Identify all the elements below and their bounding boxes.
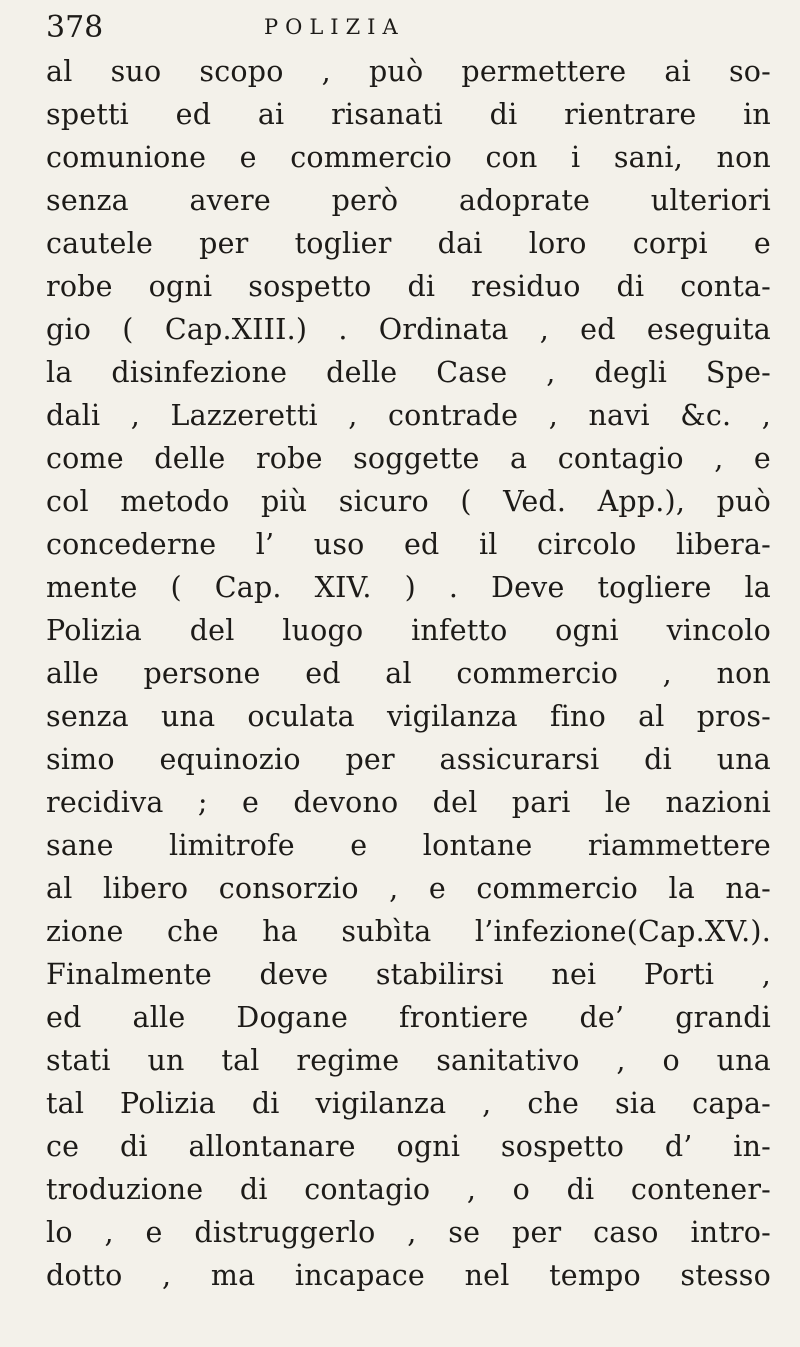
text-line: mente ( Cap. XIV. ) . Deve togliere la [46, 571, 771, 604]
text-line: col metodo più sicuro ( Ved. App.), può [46, 485, 771, 518]
text-line: concederne l’ uso ed il circolo libera- [46, 528, 771, 561]
text-line: tal Polizia di vigilanza , che sia capa- [46, 1087, 771, 1120]
body-text [46, 50, 771, 1297]
text-line: dali , Lazzeretti , contrade , navi &c. , [46, 399, 771, 432]
text-line: senza avere però adoprate ulteriori [46, 184, 771, 217]
text-line: al libero consorzio , e commercio la na- [46, 872, 771, 905]
text-line: stati un tal regime sanitativo , o una [46, 1044, 771, 1077]
text-line: robe ogni sospetto di residuo di conta- [46, 270, 771, 303]
text-line: dotto , ma incapace nel tempo stesso [46, 1259, 771, 1292]
text-line: sane limitrofe e lontane riammettere [46, 829, 771, 862]
text-line: spetti ed ai risanati di rientrare in [46, 98, 771, 131]
text-line: zione che ha subìta l’infezione(Cap.XV.). [46, 915, 771, 948]
text-line: cautele per toglier dai loro corpi e [46, 227, 771, 260]
text-line: comunione e commercio con i sani, non [46, 141, 771, 174]
text-line: alle persone ed al commercio , non [46, 657, 771, 690]
page-number: 378 [46, 10, 104, 45]
text-line: al suo scopo , può permettere ai so- [46, 55, 771, 88]
text-line: la disinfezione delle Case , degli Spe- [46, 356, 771, 389]
text-line: troduzione di contagio , o di contener- [46, 1173, 771, 1206]
text-line: recidiva ; e devono del pari le nazioni [46, 786, 771, 819]
text-line: lo , e distruggerlo , se per caso intro- [46, 1216, 771, 1249]
text-line: ed alle Dogane frontiere de’ grandi [46, 1001, 771, 1034]
text-line: Polizia del luogo infetto ogni vincolo [46, 614, 771, 647]
running-title: POLIZIA [264, 15, 405, 39]
text-line: ce di allontanare ogni sospetto d’ in- [46, 1130, 771, 1163]
text-line: come delle robe soggette a contagio , e [46, 442, 771, 475]
text-line: simo equinozio per assicurarsi di una [46, 743, 771, 776]
text-line: gio ( Cap.XIII.) . Ordinata , ed eseguita [46, 313, 771, 346]
text-line: Finalmente deve stabilirsi nei Porti , [46, 958, 771, 991]
text-line: senza una oculata vigilanza fino al pros- [46, 700, 771, 733]
